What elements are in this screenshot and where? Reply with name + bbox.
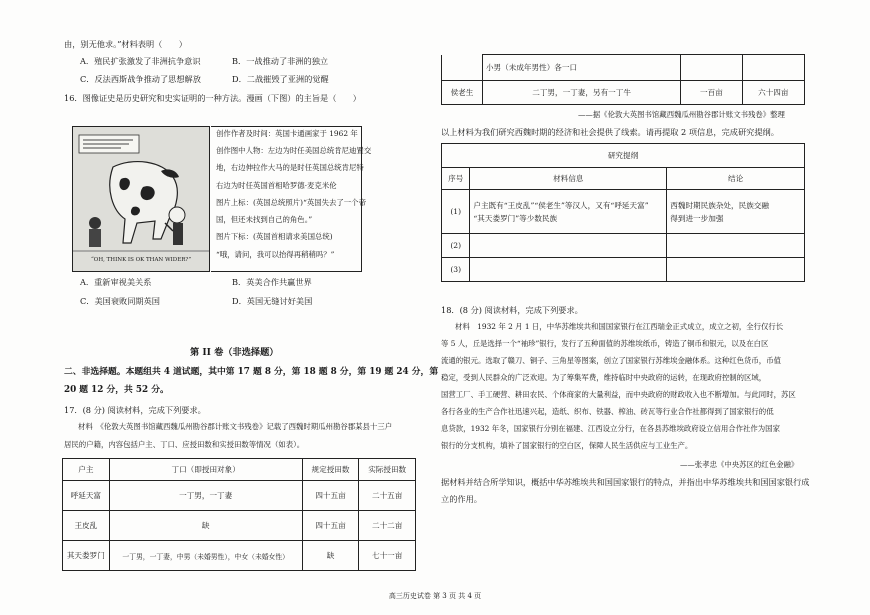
- q18-line-1: 材料 1932 年 2 月 1 日，中华苏维埃共和国国家银行在江西瑞金正式成立，成立之初，全行仅行长: [455, 322, 784, 331]
- table-cell: 小男（未成年男性）各一口: [482, 55, 680, 81]
- q18-line-5: 国营工厂、手工硬营、耕田农民、个体商家的大量利益，而中央政府的财政收入也不断增加。与此同时，苏区: [441, 390, 796, 399]
- q18-line-7: 息贷款，1932 年冬，国家银行分别在福建、江西设立分行，在各县苏维埃政府设立信用合作社作为国家: [441, 424, 780, 433]
- q16-info-line-2: 创作图中人物：左边为时任美国总统肯尼迪置交: [216, 146, 372, 155]
- table-cell: 侯老生: [442, 81, 483, 105]
- table-cell: [470, 190, 667, 234]
- table-row: [442, 234, 805, 258]
- table-row: [63, 511, 416, 541]
- table-cell: 六十四亩: [742, 81, 804, 105]
- q15-tail: 由，别无他求。”材料表明（ ）: [64, 39, 187, 49]
- outline-conclusion-line: 得到进一步加强: [670, 213, 724, 223]
- outline-th-conclusion: 结论: [667, 168, 805, 190]
- outline-info-line: 户主既有“王皮乱”“侯老生”等汉人，又有“呼延天富”: [473, 200, 649, 210]
- table-row: [63, 541, 416, 571]
- table-cell: 七十一亩: [359, 541, 416, 571]
- q17-th-actual-land: 实际授田数: [359, 459, 416, 481]
- section-desc-line-1: 二、非选择题。本题组共 4 道试题，其中第 17 题 8 分，第 18 题 8 分，第 19 题 24 分，第: [64, 367, 439, 377]
- outline-th-info: 材料信息: [470, 168, 667, 190]
- q17-th-required-land: 规定授田数: [302, 459, 359, 481]
- outline-title: 研究提纲: [442, 144, 805, 168]
- table-cell: (2): [442, 234, 470, 258]
- q17-material-line-2: 居民的户籍，内容包括户主、丁口、应授田数和实授田数等情况（如表）。: [64, 440, 305, 449]
- table-cell: 缺: [109, 511, 302, 541]
- q18-line-6: 各行各业的生产合作社迅速兴起，造纸、织布、铁器、榨油、砖瓦等行业合作社都得到了国家银行的低: [441, 407, 774, 416]
- q16-option-c: C．美国衰败同期英国: [80, 296, 160, 306]
- table-cell: 一丁男，一丁妻: [109, 481, 302, 511]
- table-cell: 二十二亩: [359, 511, 416, 541]
- outline-conclusion-line: 西魏时期民族杂处，民族交融: [670, 200, 769, 210]
- table-row: [442, 55, 805, 81]
- answer-blank[interactable]: [667, 234, 805, 258]
- q18-line-8: 银行的分支机构，填补了国家银行的空白区，保障人民生活供应与工业生产。: [441, 441, 693, 450]
- q16-stem: 16．图像证史是历史研究和史实证明的一种方法。漫画（下图）的主旨是（ ）: [64, 93, 361, 103]
- table-row: [442, 258, 805, 282]
- q18-line-3: 流通的银元。选取了赣刀、铜子、三角星等图案，创立了国家银行苏维埃金融体系。这种红色货币，币值: [441, 356, 781, 365]
- cartoon-caption: “OH, THINK IS OK THAN WIDER?”: [91, 257, 192, 263]
- q15-option-c: C．反法西斯战争推动了思想解放: [80, 74, 201, 84]
- q17-table: [62, 458, 416, 571]
- table-cell: 呼延天富: [63, 481, 110, 511]
- table-cell: [667, 190, 805, 234]
- page-footer: 高三历史试卷 第 3 页 共 4 页: [388, 592, 482, 600]
- table-cell: 四十五亩: [302, 481, 359, 511]
- q16-option-b: B．英美合作共赢世界: [232, 277, 312, 287]
- q18-line-4: 稳定，受到人民群众的广泛欢迎。为了筹集军费，维持临时中央政府的运转，在现政府控制的区域，: [441, 373, 767, 382]
- q17-task: 以上材料为我们研究西魏时期的经济和社会提供了线索。请再提取 2 项信息，完成研究提纲。: [441, 127, 779, 137]
- q18-line-2: 等 5 人，丘是选择一个“袖珍”银行，发行了五种面值的苏维埃纸币，铸造了铜币和银元，以及在白区: [441, 339, 769, 348]
- q17-th-members: 丁口（即授田对象）: [109, 459, 302, 481]
- answer-blank[interactable]: [667, 258, 805, 282]
- q15-option-b: B．一战推动了非洲的独立: [232, 56, 329, 66]
- q16-info-line-4: 右边为时任英国首相哈罗德·麦克米伦: [216, 181, 337, 190]
- q18-source: ——张孝忠《中央苏区的红色金融》: [680, 460, 799, 469]
- table-row: [442, 190, 805, 234]
- table-cell: 一丁男，一丁妻，中男（未婚男性），中女（未婚女性）: [109, 541, 302, 571]
- q16-info-line-1: 创作作者及时间：英国卡通画家于 1962 年: [216, 129, 358, 138]
- q17-table-header: [63, 459, 416, 481]
- section-title: 第 II 卷（非选择题）: [190, 347, 279, 358]
- table-cell: 其天娄罗门: [63, 541, 110, 571]
- q16-option-a: A．重新审视美关系: [80, 277, 152, 287]
- q18-task-line-2: 立的作用。: [441, 494, 482, 504]
- table-cell: 四十五亩: [302, 511, 359, 541]
- cartoon-image: [72, 126, 210, 272]
- q15-option-a: A．殖民扩张激发了非洲抗争意识: [80, 56, 201, 66]
- q18-stem: 18．(8 分) 阅读材料，完成下列要求。: [441, 305, 583, 315]
- cartoon-drawing: [73, 127, 209, 271]
- table-cell: (1): [442, 190, 470, 234]
- q16-option-d: D．英国无缝讨好美国: [232, 296, 313, 306]
- table-cell: 缺: [302, 541, 359, 571]
- q16-info-line-3: 地，右边伸拉作大马的是时任英国总统肯尼特: [216, 163, 364, 172]
- q18-task-line-1: 据材料并结合所学知识，概括中华苏维埃共和国国家银行的特点，并指出中华苏维埃共和国国家银行成: [441, 477, 810, 487]
- table-source: ——据《伦敦大英图书馆藏西魏瓜州勘谷郡计账文书残卷》整理: [578, 110, 785, 119]
- table-cell: 一百亩: [681, 81, 742, 105]
- q16-info-line-5: 图片上标：(英国总统照片)“英国失去了一个帝: [216, 198, 366, 207]
- table-cell: 二丁男，一丁妻，另有一丁牛: [482, 81, 680, 105]
- outline-info-line: “其天娄罗门”等少数民族: [473, 213, 558, 223]
- q17-material-line-1: 材料 《伦敦大英图书馆藏西魏瓜州勘谷郡计账文书残卷》记载了西魏时期瓜州勘谷郡某县十三户: [78, 422, 393, 431]
- answer-blank[interactable]: [470, 234, 667, 258]
- q17-th-householder: 户主: [63, 459, 110, 481]
- q17-table-continued: [441, 54, 805, 105]
- q16-info-line-8: “哦，请问，我可以抬得再稍稍吗？”: [216, 250, 335, 259]
- q17-stem: 17．(8 分) 阅读材料，完成下列要求。: [64, 405, 206, 415]
- section-desc-line-2: 20 题 12 分，共 52 分。: [64, 385, 169, 395]
- q16-info-line-7: 图片下标：(英国首相请求美国总统): [216, 232, 333, 241]
- table-row: [63, 481, 416, 511]
- table-cell: (3): [442, 258, 470, 282]
- outline-th-no: 序号: [442, 168, 470, 190]
- answer-blank[interactable]: [470, 258, 667, 282]
- q16-info-line-6: 国，但还未找到自己的角色。”: [216, 215, 313, 224]
- table-cell: 王皮乱: [63, 511, 110, 541]
- outline-title-row: [442, 144, 805, 168]
- table-row: [442, 81, 805, 105]
- table-cell: 二十五亩: [359, 481, 416, 511]
- outline-header-row: [442, 168, 805, 190]
- q15-option-d: D．二战摧毁了亚洲的觉醒: [232, 74, 329, 84]
- research-outline-table: [441, 143, 805, 282]
